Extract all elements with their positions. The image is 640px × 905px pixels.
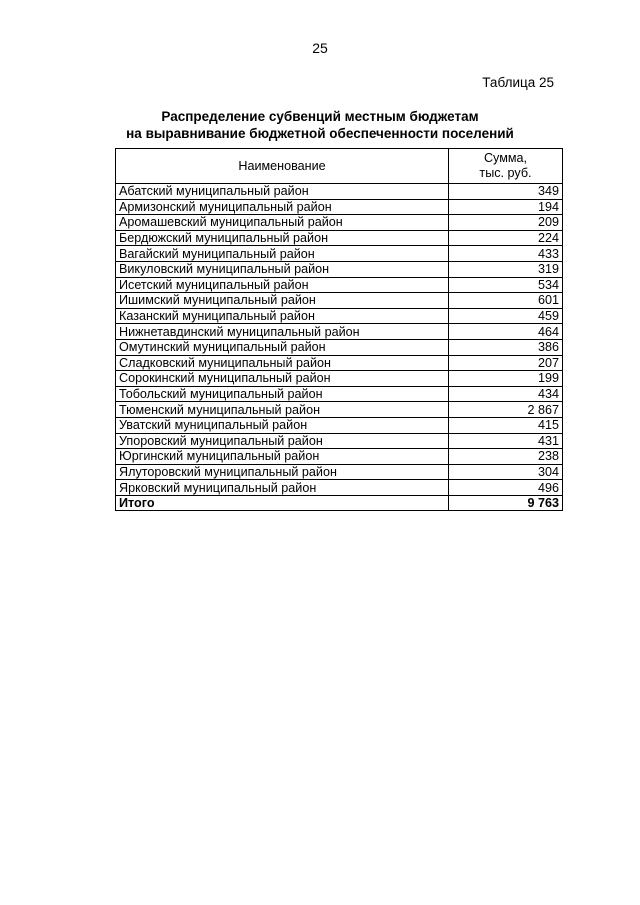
- row-name: Исетский муниципальный район: [116, 277, 449, 293]
- row-name: Сладковский муниципальный район: [116, 355, 449, 371]
- row-sum: 194: [449, 199, 563, 215]
- title-line-2: на выравнивание бюджетной обеспеченности поселений: [126, 126, 514, 141]
- row-name: Тобольский муниципальный район: [116, 386, 449, 402]
- row-sum: 434: [449, 386, 563, 402]
- total-sum: 9 763: [449, 495, 563, 511]
- row-sum: 304: [449, 464, 563, 480]
- table-row: [116, 449, 563, 465]
- row-name: Омутинский муниципальный район: [116, 339, 449, 355]
- total-label: Итого: [116, 495, 449, 511]
- row-sum: 199: [449, 371, 563, 387]
- row-sum: 534: [449, 277, 563, 293]
- row-sum: 224: [449, 230, 563, 246]
- total-row: [116, 495, 563, 511]
- row-sum: 464: [449, 324, 563, 340]
- row-sum: 207: [449, 355, 563, 371]
- row-sum: 433: [449, 246, 563, 262]
- row-name: Армизонский муниципальный район: [116, 199, 449, 215]
- row-sum: 2 867: [449, 402, 563, 418]
- page-number: 25: [312, 40, 328, 56]
- table-row: [116, 371, 563, 387]
- row-sum: 496: [449, 480, 563, 496]
- row-name: Ялуторовский муниципальный район: [116, 464, 449, 480]
- table-row: [116, 480, 563, 496]
- row-sum: 349: [449, 184, 563, 200]
- row-name: Юргинский муниципальный район: [116, 449, 449, 465]
- row-sum: 459: [449, 308, 563, 324]
- row-name: Ярковский муниципальный район: [116, 480, 449, 496]
- table-row: [116, 339, 563, 355]
- row-sum: 319: [449, 261, 563, 277]
- header-sum-line-1: Сумма,: [483, 151, 528, 165]
- row-sum: 601: [449, 293, 563, 309]
- table-row: [116, 277, 563, 293]
- row-name: Сорокинский муниципальный район: [116, 371, 449, 387]
- table-row: [116, 199, 563, 215]
- table-caption: Таблица 25: [482, 75, 554, 90]
- row-name: Нижнетавдинский муниципальный район: [116, 324, 449, 340]
- table-row: [116, 261, 563, 277]
- row-sum: 238: [449, 449, 563, 465]
- row-name: Казанский муниципальный район: [116, 308, 449, 324]
- table-row: [116, 184, 563, 200]
- header-sum: [449, 149, 563, 184]
- table-row: [116, 464, 563, 480]
- table-row: [116, 402, 563, 418]
- table-row: [116, 215, 563, 231]
- table-header-row: [116, 149, 563, 184]
- row-sum: 209: [449, 215, 563, 231]
- table-row: [116, 230, 563, 246]
- row-sum: 431: [449, 433, 563, 449]
- table-row: [116, 246, 563, 262]
- header-name: Наименование: [116, 149, 449, 184]
- table-row: [116, 308, 563, 324]
- table-row: [116, 324, 563, 340]
- row-name: Аромашевский муниципальный район: [116, 215, 449, 231]
- row-name: Бердюжский муниципальный район: [116, 230, 449, 246]
- table-row: [116, 417, 563, 433]
- document-title: [0, 108, 640, 142]
- row-name: Викуловский муниципальный район: [116, 261, 449, 277]
- subvention-table: [115, 148, 563, 511]
- row-name: Ишимский муниципальный район: [116, 293, 449, 309]
- title-line-1: Распределение субвенций местным бюджетам: [161, 109, 479, 124]
- header-sum-line-2: тыс. руб.: [479, 166, 532, 180]
- row-name: Абатский муниципальный район: [116, 184, 449, 200]
- row-sum: 386: [449, 339, 563, 355]
- row-name: Вагайский муниципальный район: [116, 246, 449, 262]
- table-row: [116, 355, 563, 371]
- table-row: [116, 386, 563, 402]
- row-name: Тюменский муниципальный район: [116, 402, 449, 418]
- row-name: Уватский муниципальный район: [116, 417, 449, 433]
- table-row: [116, 433, 563, 449]
- row-name: Упоровский муниципальный район: [116, 433, 449, 449]
- row-sum: 415: [449, 417, 563, 433]
- table-row: [116, 293, 563, 309]
